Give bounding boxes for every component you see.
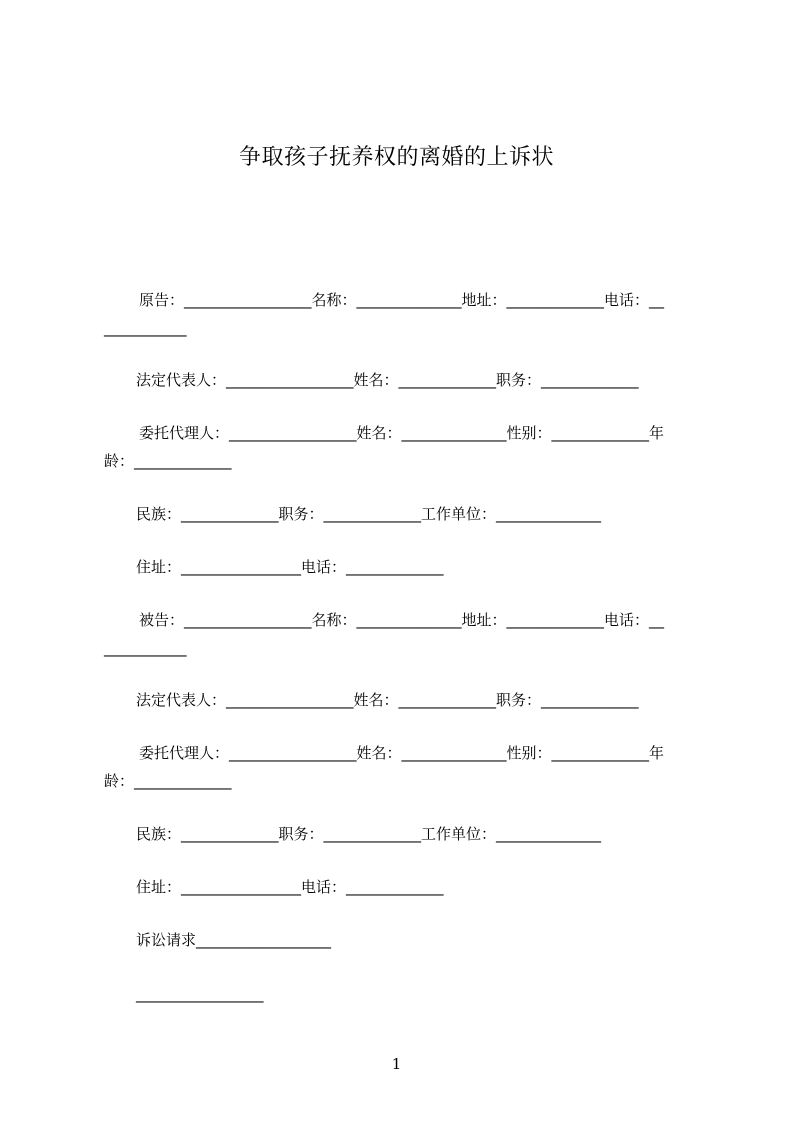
plaintiff-line-1-cont: ___________ bbox=[104, 319, 187, 337]
plaintiff-agent-line-cont: 龄：_____________ bbox=[104, 452, 232, 470]
plaintiff-ethnicity-line: 民族：_____________职务：_____________工作单位：______________ bbox=[136, 505, 602, 523]
plaintiff-legal-rep-line: 法定代表人：_________________姓名：_____________职务：_____________ bbox=[136, 371, 639, 389]
plaintiff-address-line: 住址：________________电话：_____________ bbox=[136, 558, 444, 576]
plaintiff-line-1: 原告：_________________名称：______________地址：_____________电话：__ bbox=[139, 291, 665, 309]
defendant-agent-line-cont: 龄：_____________ bbox=[104, 772, 232, 790]
page-title: 争取孩子抚养权的离婚的上诉状 bbox=[238, 145, 554, 170]
defendant-agent-line: 委托代理人：_________________姓名：______________性别：_____________年 bbox=[139, 744, 665, 762]
defendant-ethnicity-line: 民族：_____________职务：_____________工作单位：______________ bbox=[136, 825, 602, 843]
defendant-line-1-cont: ___________ bbox=[104, 639, 187, 657]
page-number: 1 bbox=[391, 1055, 402, 1073]
defendant-address-line: 住址：________________电话：_____________ bbox=[136, 878, 444, 896]
plaintiff-agent-line: 委托代理人：_________________姓名：______________性别：_____________年 bbox=[139, 424, 665, 442]
defendant-legal-rep-line: 法定代表人：_________________姓名：_____________职务：_____________ bbox=[136, 691, 639, 709]
claims-blank-line: _________________ bbox=[136, 985, 264, 1003]
defendant-line-1: 被告：_________________名称：______________地址：_____________电话：__ bbox=[139, 611, 665, 629]
claims-line: 诉讼请求__________________ bbox=[136, 931, 332, 949]
